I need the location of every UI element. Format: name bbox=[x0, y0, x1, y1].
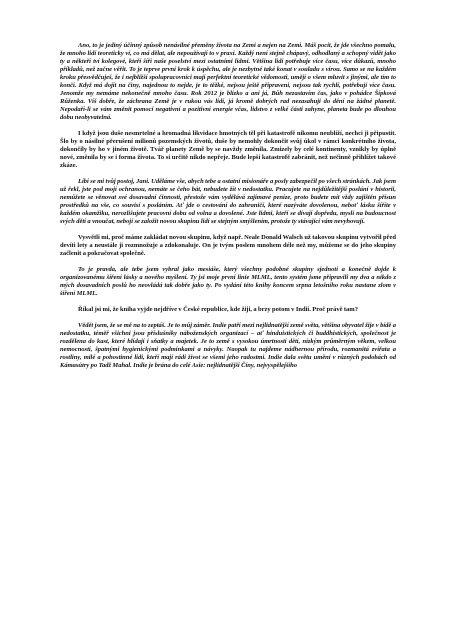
paragraph-gap bbox=[60, 258, 396, 266]
paragraph-gap bbox=[60, 122, 396, 130]
paragraph-question-2: Vysvětli mi, proč máme zakládat novou skupinu, když např. Neale Donald Walsch už takovou skupinu vytvořil před devíti lety a neustále ji rozmnožuje a zdokonaluje. On je tvým poslem mnohem déle než my, můžeme se do jeho skupiny začlenit a pokračovat společně. bbox=[60, 234, 396, 257]
paragraph-question-1: I když jsou duše nesmrtelné a hromadná likvidace hmotných těl při katastrofě nikomu neublíží, nechci ji připustit. Šlo by o násilné přerušení milionů pozemských životů, duše by nemohly dokončit svůj úkol v rámci konkrétního života, dokončily by ho v jiném životě. Tvář planety Země by se navždy změnila. Zmizely by celé kontinenty, vznikly by úplně nové, změnila by se i forma života. To si určitě nikdo nepřeje. Bude lepší katastrofě zabránit, než nečinně přihlížet takové zkáze. bbox=[60, 130, 396, 169]
paragraph-gap bbox=[60, 314, 396, 322]
paragraph-god-answer-4: Vědět jsem, že se mě na to zeptáš. Je to můj záměr. Indie patří mezi nejlidnatější země světa, většina obyvatel žije v bídě a nedostatku, téměř všichni jsou příslušníky náboženských organizací – ať hinduistických či buddhistických, společnost je rozdělena do kast, které hlídají i sňatky a majetek. Je to země s vysokou úmrtností dětí, nízkým průměrným věkem, velkou nemocností, špatnými hygienickými podmínkami a návyky. Naopak tu najdeme nádhernou přírodu, rozmanitá zvířata a rostliny, milé a pohostinné lidi, kteří mají rádi život se všemi jeho radostmi. Indie dala světu umění v různých podobách od Kámasútry po Tadž Mahal. Indie je brána do celé Asie: nejlidnatější Číny, nejvyspělejšího bbox=[60, 322, 396, 369]
paragraph-god-answer-2: Líbí se mi tvůj postoj, Jani. Uděláme vše, abych tebe a ostatní misionáře a posly zabezpečil po všech stránkách. Jak jsem už řekl, jste pod mojí ochranou, nemáte se čeho bát, nebudete žít v nedostatku. Pracujete na nejdůležitější poslání v historii, nemůžete se věnovat své dosavadní činnosti, přestože vám vydělává zajímavé peníze, proto budete mít vždy zajištěn přísun prostředků na vše, co souvisí s posláním. Ať jde o cestování do zahraničí, které nazýváte dovolenou, neboť lásku šíříte v každém okamžiku, nerozlišujete pracovní dobu od volna a dovolené. Jste lidmi, kteří se dívají dopředu, myslí na budoucnost svých dětí a vnoučat, nebojí se založit novou skupinu lidí se stejným smýšlením, protože ty stávající vám nevyhovují. bbox=[60, 178, 396, 225]
paragraph-gap bbox=[60, 298, 396, 306]
paragraph-god-answer-3: To je pravda, ale tebe jsem vybral jako mesiáše, který všechny podobné skupiny sjednotí a konečně dojde k organizovanému šíření lásky a nového myšlení. Ty jsi moje první linie MLML, tento systém jsme připravili my dva a nikdo z mých dosavadních poslů ho neovládá tak dobře jako ty. Po vydání této knihy koncem srpna letošního roku nastane zlom v šíření MLML. bbox=[60, 266, 396, 297]
paragraph-question-3: Říkal jsi mi, že kniha vyjde nejdříve v České republice, kde žiji, a brzy potom v Indii. Proč právě tam? bbox=[78, 306, 358, 313]
paragraph-gap bbox=[60, 226, 396, 234]
paragraph-gap bbox=[60, 170, 396, 178]
paragraph-god-answer-1: Ano, to je jediný účinný způsob nenásilné přeměny života na Zemi a nejen na Zemi. Máš pocit, že jde všechno pomalu, že mnoho lidí teoreticky ví, co má dělat, ale nepoužívají to v praxi. Každý není stejně chápavý, odhodlaný a schopný vidět jako ty a někteří tví kolegové, kteří šíří naše poselství mezi ostatními lidmi. Většina lidí potřebuje více času, více důkazů, mnoho příkladů, než začne věřit. To je teprve první krok k úspěchu, ale je nezbytné také konat v souladu s vírou. Samo se na každém kroku přesvědčuješ, že i nejbližší spolupracovníci mají perfektní teoretické vědomosti, umějí o všem mluvit s jinými, ale tím to končí. Když má dojít na činy, najednou to nejde, je to těžké, nejsou ještě připraveni, nejsou tak rychlí, potřebují více času. Jenomže my nemáme nekonečně mnoho času. Rok 2012 je blízko a ani já, Bůh nezastavím čas, jako v pohádce Šípková Růženka. Víš dobře, že záchrana Země je v rukou vás lidí, já kromě dobrých rad nezasahuji do dění na žádné planetě. Nepodaří-li se vám změnit pomocí negativní a pozitivní energie včas, lidstvo z velké části zahyne, planeta bude po dlouhou dobu neobyvatelná. bbox=[60, 42, 396, 121]
